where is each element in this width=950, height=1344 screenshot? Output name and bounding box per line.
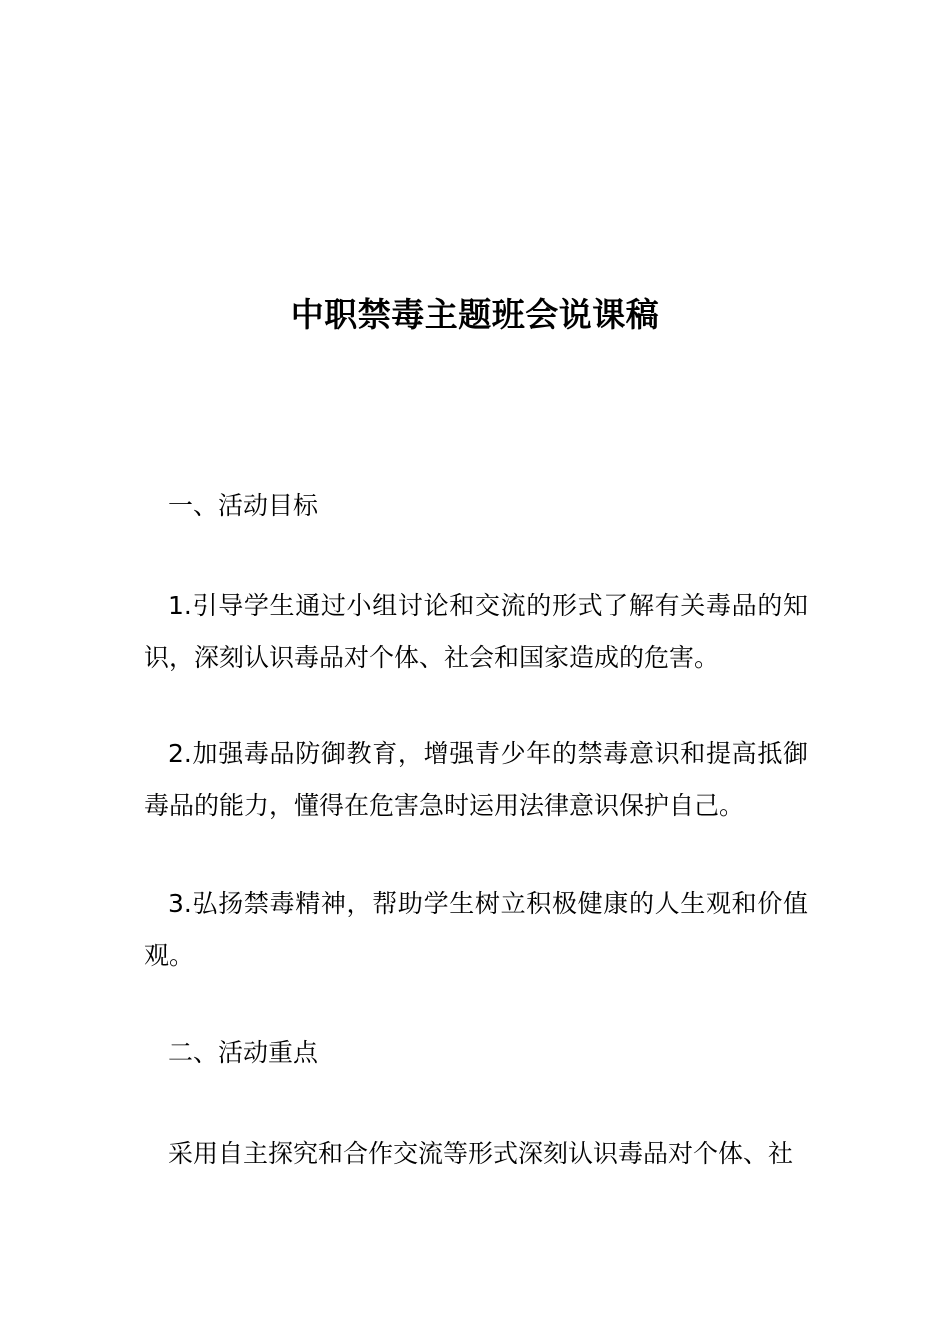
section-heading-goals: 一、活动目标: [168, 491, 319, 520]
goal-item-1: 1.引导学生通过小组讨论和交流的形式了解有关毒品的知识，深刻认识毒品对个体、社会和国家造成的危害。: [144, 591, 808, 672]
goal-item-3: 3.弘扬禁毒精神，帮助学生树立积极健康的人生观和价值观。: [144, 889, 808, 970]
document-title: 中职禁毒主题班会说课稿: [290, 295, 660, 334]
goal-item-2: 2.加强毒品防御教育，增强青少年的禁毒意识和提高抵御毒品的能力，懂得在危害急时运用法律意识保护自己。: [144, 739, 808, 820]
focus-paragraph: 采用自主探究和合作交流等形式深刻认识毒品对个体、社: [168, 1139, 794, 1168]
section-heading-focus: 二、活动重点: [168, 1038, 319, 1067]
